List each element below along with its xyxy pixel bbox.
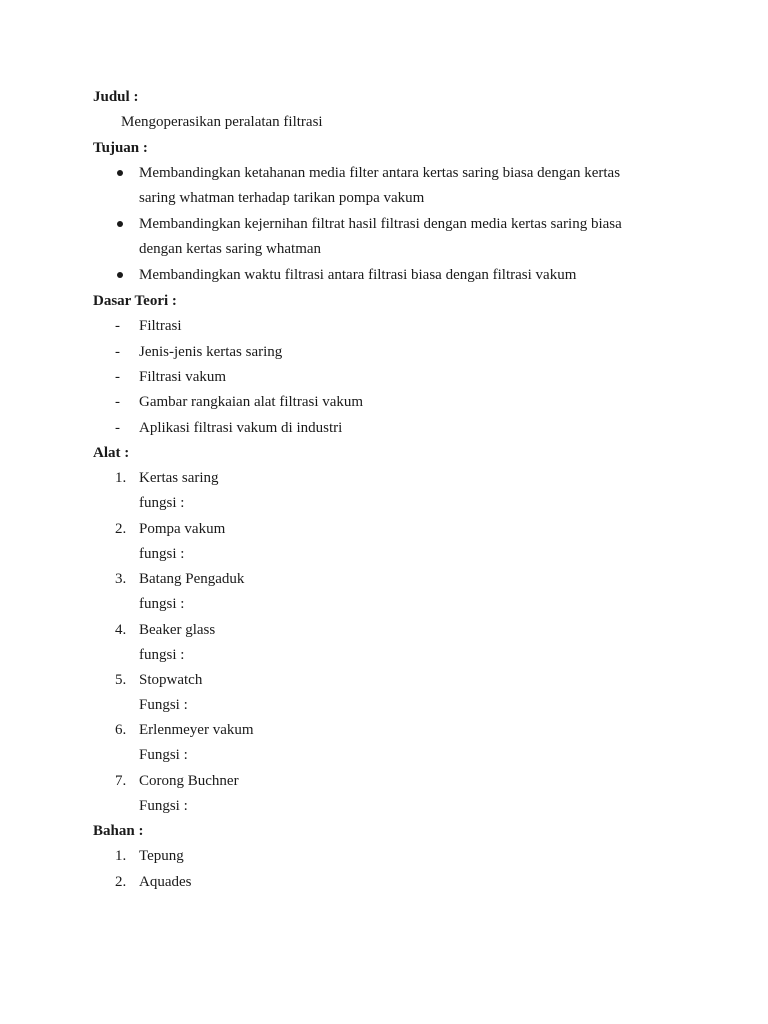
alat-item-name: Corong Buchner xyxy=(139,773,239,789)
list-number: 5. xyxy=(115,672,127,688)
dasar-teori-item-text: Filtrasi vakum xyxy=(139,369,227,385)
judul-text: Mengoperasikan peralatan filtrasi xyxy=(121,114,323,130)
bullet-icon xyxy=(117,272,123,278)
tujuan-item-line: dengan kertas saring whatman xyxy=(139,241,322,257)
list-number: 6. xyxy=(115,722,127,738)
dash-marker: - xyxy=(115,344,120,360)
dasar-teori-item-text: Aplikasi filtrasi vakum di industri xyxy=(139,420,343,436)
bahan-heading: Bahan : xyxy=(93,823,144,839)
list-number: 1. xyxy=(115,848,127,864)
alat-item-fungsi: fungsi : xyxy=(139,546,185,562)
list-number: 2. xyxy=(115,521,127,537)
list-number: 2. xyxy=(115,874,127,890)
list-number: 7. xyxy=(115,773,127,789)
tujuan-item-line: Membandingkan ketahanan media filter antara kertas saring biasa dengan kertas xyxy=(139,165,621,181)
alat-item-name: Beaker glass xyxy=(139,622,216,638)
bahan-item-name: Aquades xyxy=(139,874,192,890)
alat-item-fungsi: fungsi : xyxy=(139,596,185,612)
alat-item-fungsi: Fungsi : xyxy=(139,747,188,763)
dasar-teori-heading: Dasar Teori : xyxy=(93,293,177,309)
alat-item-name: Batang Pengaduk xyxy=(139,571,245,587)
tujuan-item-line: saring whatman terhadap tarikan pompa vakum xyxy=(139,190,425,206)
alat-heading: Alat : xyxy=(93,445,130,461)
alat-item-name: Pompa vakum xyxy=(139,521,226,537)
judul-heading: Judul : xyxy=(93,89,139,105)
alat-item-fungsi: fungsi : xyxy=(139,647,185,663)
dash-marker: - xyxy=(115,420,120,436)
alat-item-name: Stopwatch xyxy=(139,672,203,688)
dash-marker: - xyxy=(115,394,120,410)
tujuan-heading: Tujuan : xyxy=(93,140,148,156)
alat-item-fungsi: Fungsi : xyxy=(139,798,188,814)
list-number: 3. xyxy=(115,571,127,587)
dash-marker: - xyxy=(115,318,120,334)
list-number: 1. xyxy=(115,470,127,486)
bahan-item-name: Tepung xyxy=(139,848,184,864)
dasar-teori-item-text: Gambar rangkaian alat filtrasi vakum xyxy=(139,394,364,410)
alat-item-name: Erlenmeyer vakum xyxy=(139,722,254,738)
alat-item-name: Kertas saring xyxy=(139,470,219,486)
alat-item-fungsi: fungsi : xyxy=(139,495,185,511)
dasar-teori-item-text: Filtrasi xyxy=(139,318,182,334)
tujuan-item-line: Membandingkan waktu filtrasi antara filtrasi biasa dengan filtrasi vakum xyxy=(139,267,577,283)
tujuan-item-line: Membandingkan kejernihan filtrat hasil filtrasi dengan media kertas saring biasa xyxy=(139,216,622,232)
dash-marker: - xyxy=(115,369,120,385)
dasar-teori-item-text: Jenis-jenis kertas saring xyxy=(139,344,283,360)
alat-item-fungsi: Fungsi : xyxy=(139,697,188,713)
bullet-icon xyxy=(117,221,123,227)
list-number: 4. xyxy=(115,622,127,638)
bullet-icon xyxy=(117,170,123,176)
